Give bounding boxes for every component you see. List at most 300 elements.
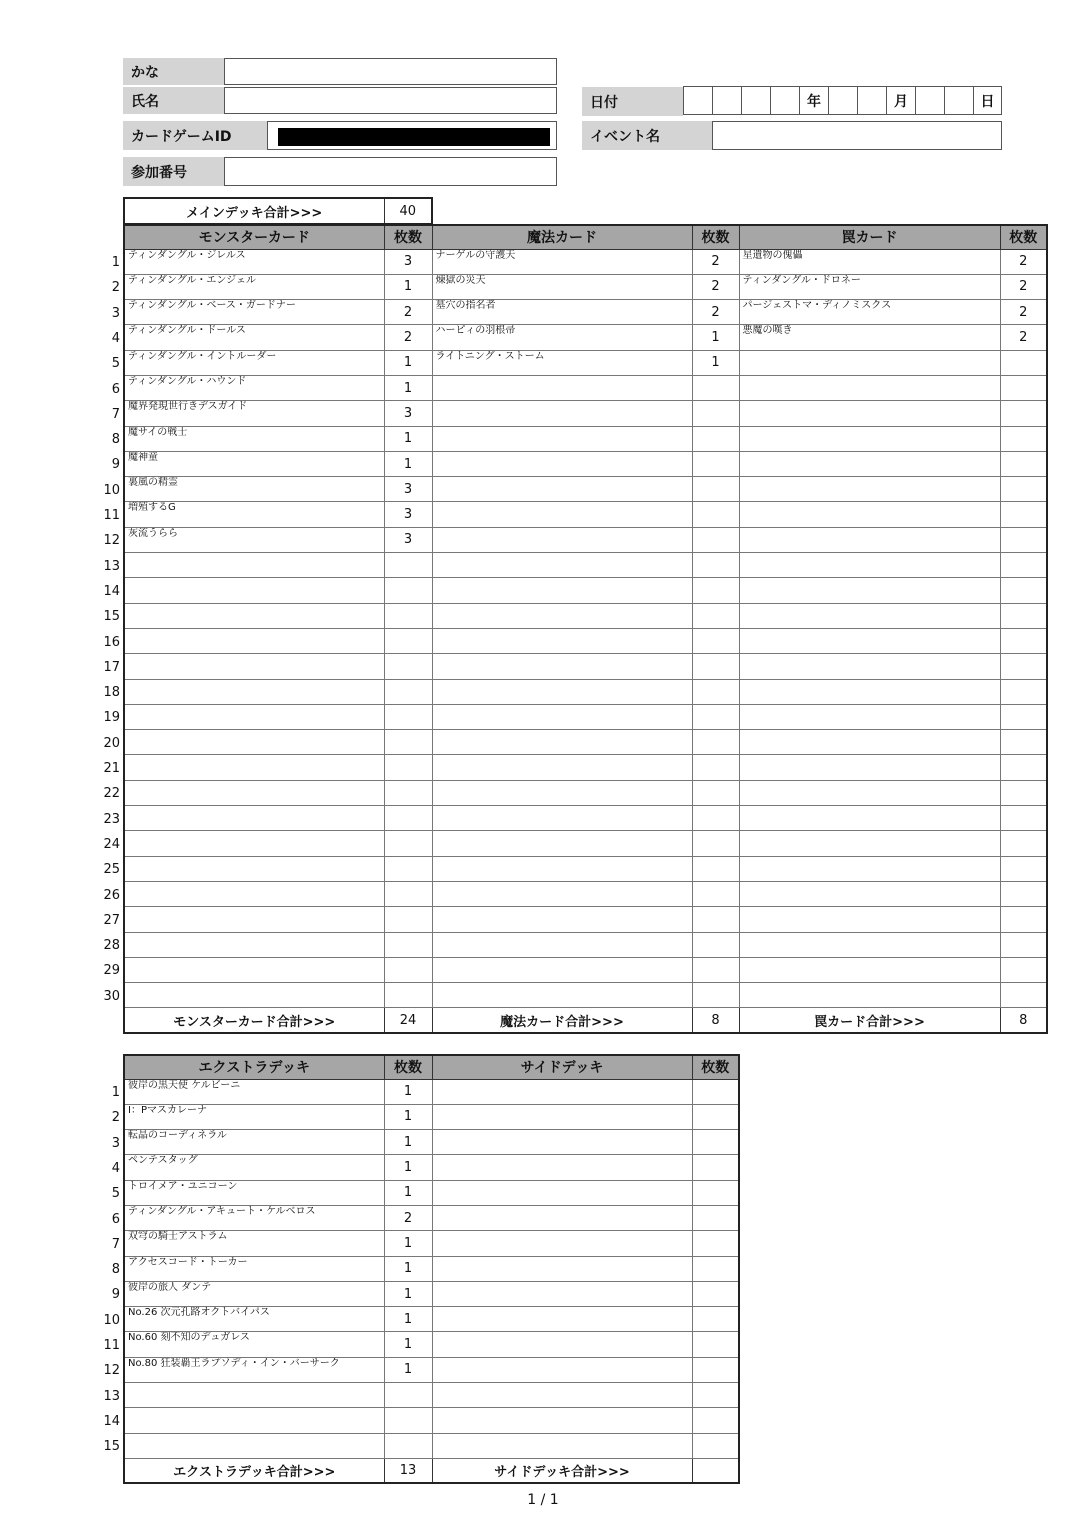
event-name-field[interactable] <box>712 121 1002 150</box>
monster-card-qty[interactable] <box>384 780 432 805</box>
table-row <box>124 1357 739 1382</box>
extra-card-name[interactable]: 転晶のコーディネラル <box>124 1130 384 1155</box>
trap-card-name[interactable]: ティンダングル・ドロネー <box>739 274 1000 299</box>
extra-card-name[interactable] <box>124 1408 384 1433</box>
trap-card-qty[interactable] <box>1000 350 1047 375</box>
spell-card-qty[interactable] <box>692 755 739 780</box>
spell-total-value: 8 <box>692 1008 739 1033</box>
side-card-name[interactable] <box>432 1357 692 1382</box>
table-row <box>124 1256 739 1281</box>
monster-card-qty[interactable] <box>384 983 432 1008</box>
monster-card-name[interactable]: ティンダングル・エンジェル <box>124 274 384 299</box>
row-number: 28 <box>103 938 120 954</box>
month-digit-box[interactable] <box>829 87 858 114</box>
spell-card-name[interactable] <box>432 502 692 527</box>
trap-card-name[interactable] <box>739 856 1000 881</box>
monster-card-name[interactable] <box>124 932 384 957</box>
monster-card-name[interactable]: 魔神童 <box>124 451 384 476</box>
row-number: 12 <box>103 1363 120 1379</box>
row-number: 22 <box>103 786 120 802</box>
trap-card-name[interactable] <box>739 502 1000 527</box>
trap-card-qty[interactable] <box>1000 983 1047 1008</box>
monster-card-qty[interactable] <box>384 957 432 982</box>
spell-card-name[interactable]: ハーピィの羽根帚 <box>432 325 692 350</box>
row-number: 14 <box>103 1413 120 1429</box>
spell-card-name[interactable] <box>432 451 692 476</box>
trap-card-qty[interactable]: 2 <box>1000 325 1047 350</box>
trap-card-name[interactable] <box>739 957 1000 982</box>
spell-card-qty[interactable] <box>692 957 739 982</box>
extra-card-qty[interactable]: 1 <box>384 1231 432 1256</box>
side-card-qty[interactable] <box>692 1231 739 1256</box>
extra-card-qty[interactable] <box>384 1433 432 1458</box>
side-card-qty[interactable] <box>692 1307 739 1332</box>
trap-card-name[interactable] <box>739 881 1000 906</box>
side-card-name[interactable] <box>432 1079 692 1104</box>
spell-card-qty[interactable]: 2 <box>692 300 739 325</box>
table-row <box>124 401 1047 426</box>
spell-card-name[interactable] <box>432 907 692 932</box>
page-number: 1 / 1 <box>527 1492 559 1508</box>
spell-card-name[interactable] <box>432 932 692 957</box>
spell-card-name[interactable] <box>432 679 692 704</box>
extra-card-name[interactable]: 彼岸の旅人 ダンテ <box>124 1281 384 1306</box>
spell-card-name[interactable] <box>432 856 692 881</box>
monster-card-name[interactable]: ティンダングル・イントルーダー <box>124 350 384 375</box>
table-row <box>124 780 1047 805</box>
trap-card-qty[interactable] <box>1000 907 1047 932</box>
trap-card-name[interactable] <box>739 932 1000 957</box>
trap-card-qty[interactable] <box>1000 806 1047 831</box>
trap-card-qty[interactable] <box>1000 730 1047 755</box>
spell-card-qty[interactable] <box>692 553 739 578</box>
monster-card-qty[interactable] <box>384 831 432 856</box>
side-card-name[interactable] <box>432 1231 692 1256</box>
year-digit-box[interactable] <box>684 87 713 114</box>
extra-card-qty[interactable]: 1 <box>384 1307 432 1332</box>
trap-card-qty[interactable] <box>1000 401 1047 426</box>
side-card-name[interactable] <box>432 1130 692 1155</box>
spell-card-name[interactable] <box>432 957 692 982</box>
row-number: 5 <box>111 1186 120 1202</box>
trap-card-qty[interactable] <box>1000 932 1047 957</box>
card-game-id-field[interactable] <box>267 121 557 150</box>
entry-number-label: 参加番号 <box>123 157 224 186</box>
trap-card-name[interactable] <box>739 654 1000 679</box>
monster-card-name[interactable] <box>124 603 384 628</box>
spell-card-name[interactable] <box>432 881 692 906</box>
table-row <box>124 274 1047 299</box>
monster-card-qty[interactable] <box>384 907 432 932</box>
trap-card-name[interactable] <box>739 806 1000 831</box>
side-card-name[interactable] <box>432 1433 692 1458</box>
row-number: 24 <box>103 836 120 852</box>
trap-card-name[interactable] <box>739 831 1000 856</box>
monster-total-label: モンスターカード合計>>> <box>124 1008 384 1033</box>
side-card-name[interactable] <box>432 1408 692 1433</box>
name-field[interactable] <box>224 87 557 114</box>
trap-card-name[interactable] <box>739 350 1000 375</box>
monster-card-name[interactable] <box>124 780 384 805</box>
monster-card-name[interactable] <box>124 881 384 906</box>
spell-card-name[interactable] <box>432 426 692 451</box>
monster-card-name[interactable] <box>124 907 384 932</box>
monster-card-name[interactable]: ティンダングル・ベース・ガードナー <box>124 300 384 325</box>
trap-card-qty[interactable]: 2 <box>1000 300 1047 325</box>
monster-card-qty[interactable] <box>384 932 432 957</box>
spell-card-name[interactable]: ライトニング・ストーム <box>432 350 692 375</box>
monster-card-qty[interactable]: 3 <box>384 249 432 274</box>
spell-card-name[interactable] <box>432 730 692 755</box>
trap-card-qty[interactable] <box>1000 654 1047 679</box>
extra-card-qty[interactable]: 1 <box>384 1256 432 1281</box>
monster-card-name[interactable] <box>124 806 384 831</box>
spell-card-qty[interactable]: 2 <box>692 274 739 299</box>
trap-card-qty[interactable] <box>1000 578 1047 603</box>
monster-card-qty[interactable]: 1 <box>384 451 432 476</box>
trap-card-qty[interactable] <box>1000 856 1047 881</box>
year-digit-box[interactable] <box>713 87 742 114</box>
monster-card-qty[interactable] <box>384 881 432 906</box>
spell-card-name[interactable] <box>432 375 692 400</box>
monster-card-qty[interactable] <box>384 679 432 704</box>
spell-card-qty[interactable] <box>692 856 739 881</box>
side-card-name[interactable] <box>432 1256 692 1281</box>
trap-card-name[interactable] <box>739 375 1000 400</box>
spell-card-qty[interactable] <box>692 375 739 400</box>
table-row <box>124 350 1047 375</box>
month-digit-box[interactable] <box>858 87 887 114</box>
trap-card-qty[interactable] <box>1000 881 1047 906</box>
trap-card-name[interactable] <box>739 679 1000 704</box>
spell-card-qty[interactable] <box>692 806 739 831</box>
spell-card-name[interactable] <box>432 553 692 578</box>
extra-card-qty[interactable]: 1 <box>384 1332 432 1357</box>
trap-card-qty[interactable]: 2 <box>1000 249 1047 274</box>
trap-card-name[interactable] <box>739 603 1000 628</box>
spell-card-qty[interactable] <box>692 679 739 704</box>
spell-card-name[interactable] <box>432 578 692 603</box>
trap-card-name[interactable]: 星遺物の傀儡 <box>739 249 1000 274</box>
spell-card-qty[interactable]: 1 <box>692 325 739 350</box>
side-card-qty[interactable] <box>692 1433 739 1458</box>
table-row <box>124 1079 739 1104</box>
extra-card-qty[interactable]: 1 <box>384 1079 432 1104</box>
monster-card-name[interactable] <box>124 957 384 982</box>
extra-card-qty[interactable]: 2 <box>384 1205 432 1230</box>
side-card-qty[interactable] <box>692 1281 739 1306</box>
extra-card-name[interactable]: No.80 狂装覇王ラプソディ・イン・バーサーク <box>124 1357 384 1382</box>
spell-card-qty[interactable] <box>692 502 739 527</box>
trap-card-qty[interactable] <box>1000 502 1047 527</box>
monster-card-name[interactable] <box>124 856 384 881</box>
side-card-qty[interactable] <box>692 1357 739 1382</box>
trap-card-name[interactable] <box>739 780 1000 805</box>
extra-card-name[interactable]: アクセスコード・トーカー <box>124 1256 384 1281</box>
extra-card-name[interactable]: トロイメア・ユニコーン <box>124 1180 384 1205</box>
extra-card-name[interactable]: No.60 刻不知のデュガレス <box>124 1332 384 1357</box>
trap-card-qty[interactable] <box>1000 755 1047 780</box>
monster-card-qty[interactable] <box>384 856 432 881</box>
spell-card-name[interactable]: 煉獄の災天 <box>432 274 692 299</box>
spell-card-qty[interactable] <box>692 907 739 932</box>
spell-card-qty[interactable]: 2 <box>692 249 739 274</box>
side-card-qty[interactable] <box>692 1383 739 1408</box>
trap-card-qty[interactable] <box>1000 679 1047 704</box>
extra-card-name[interactable]: No.26 次元孔路オクトバイパス <box>124 1307 384 1332</box>
year-digit-box[interactable] <box>771 87 800 114</box>
spell-card-name[interactable] <box>432 628 692 653</box>
monster-card-qty[interactable]: 3 <box>384 401 432 426</box>
spell-card-qty[interactable] <box>692 730 739 755</box>
monster-card-name[interactable]: 魔サイの戦士 <box>124 426 384 451</box>
monster-card-name[interactable]: ティンダングル・ドールス <box>124 325 384 350</box>
monster-card-name[interactable] <box>124 730 384 755</box>
monster-card-qty[interactable]: 1 <box>384 426 432 451</box>
spell-card-qty[interactable]: 1 <box>692 350 739 375</box>
spell-card-qty[interactable] <box>692 451 739 476</box>
trap-card-name[interactable] <box>739 628 1000 653</box>
monster-card-qty[interactable] <box>384 704 432 729</box>
side-card-qty[interactable] <box>692 1180 739 1205</box>
monster-card-name[interactable] <box>124 628 384 653</box>
spell-card-qty[interactable] <box>692 780 739 805</box>
side-card-qty[interactable] <box>692 1408 739 1433</box>
extra-card-qty[interactable]: 1 <box>384 1104 432 1129</box>
trap-card-qty[interactable] <box>1000 603 1047 628</box>
monster-card-name[interactable] <box>124 983 384 1008</box>
monster-card-qty[interactable]: 3 <box>384 527 432 552</box>
monster-card-name[interactable] <box>124 704 384 729</box>
row-number: 15 <box>103 1439 120 1455</box>
monster-card-name[interactable] <box>124 654 384 679</box>
trap-card-qty[interactable] <box>1000 375 1047 400</box>
trap-header: 罠カード <box>739 225 1000 249</box>
trap-card-name[interactable]: パージェストマ・ディノミスクス <box>739 300 1000 325</box>
spell-card-name[interactable] <box>432 527 692 552</box>
monster-card-qty[interactable] <box>384 628 432 653</box>
spell-card-name[interactable] <box>432 983 692 1008</box>
extra-card-qty[interactable]: 1 <box>384 1357 432 1382</box>
main-deck-table <box>123 224 1048 1034</box>
extra-card-name[interactable] <box>124 1383 384 1408</box>
extra-card-name[interactable] <box>124 1433 384 1458</box>
trap-card-name[interactable] <box>739 578 1000 603</box>
spell-card-qty[interactable] <box>692 603 739 628</box>
table-row <box>124 1205 739 1230</box>
monster-card-name[interactable] <box>124 553 384 578</box>
spell-card-qty[interactable] <box>692 578 739 603</box>
row-number: 19 <box>103 710 120 726</box>
side-card-qty[interactable] <box>692 1256 739 1281</box>
row-number: 27 <box>103 912 120 928</box>
extra-card-qty[interactable] <box>384 1383 432 1408</box>
extra-card-qty[interactable]: 1 <box>384 1130 432 1155</box>
year-digit-box[interactable] <box>742 87 771 114</box>
trap-card-name[interactable] <box>739 426 1000 451</box>
monster-card-qty[interactable]: 1 <box>384 350 432 375</box>
table-row <box>124 578 1047 603</box>
side-card-name[interactable] <box>432 1155 692 1180</box>
row-number: 10 <box>103 1312 120 1328</box>
side-card-qty[interactable] <box>692 1079 739 1104</box>
extra-card-name[interactable]: 双穹の騎士アストラム <box>124 1231 384 1256</box>
day-digit-box[interactable] <box>916 87 945 114</box>
monster-card-name[interactable]: 魔界発現世行きデスガイド <box>124 401 384 426</box>
side-card-name[interactable] <box>432 1307 692 1332</box>
row-number: 14 <box>103 583 120 599</box>
monster-card-name[interactable] <box>124 679 384 704</box>
table-row <box>124 628 1047 653</box>
spell-card-name[interactable] <box>432 477 692 502</box>
trap-card-qty[interactable] <box>1000 553 1047 578</box>
monster-total-value: 24 <box>384 1008 432 1033</box>
trap-card-qty[interactable] <box>1000 477 1047 502</box>
spell-card-name[interactable] <box>432 755 692 780</box>
monster-card-qty[interactable] <box>384 806 432 831</box>
side-card-name[interactable] <box>432 1104 692 1129</box>
monster-card-name[interactable]: ティンダングル・ジレルス <box>124 249 384 274</box>
extra-card-name[interactable]: ティンダングル・アキュート・ケルベロス <box>124 1205 384 1230</box>
monster-card-name[interactable] <box>124 755 384 780</box>
monster-card-name[interactable]: 増殖するG <box>124 502 384 527</box>
side-total-label: サイドデッキ合計>>> <box>432 1458 692 1483</box>
trap-card-name[interactable] <box>739 451 1000 476</box>
trap-card-qty[interactable]: 2 <box>1000 274 1047 299</box>
monster-card-qty[interactable] <box>384 553 432 578</box>
side-card-qty[interactable] <box>692 1205 739 1230</box>
spell-card-name[interactable] <box>432 806 692 831</box>
table-row <box>124 451 1047 476</box>
side-card-name[interactable] <box>432 1180 692 1205</box>
redaction-bar <box>278 128 550 146</box>
trap-card-name[interactable] <box>739 527 1000 552</box>
row-number: 16 <box>103 634 120 650</box>
trap-card-name[interactable] <box>739 401 1000 426</box>
trap-card-qty[interactable] <box>1000 628 1047 653</box>
spell-card-qty[interactable] <box>692 477 739 502</box>
entry-number-field[interactable] <box>224 157 557 186</box>
spell-card-name[interactable] <box>432 704 692 729</box>
extra-card-qty[interactable]: 1 <box>384 1281 432 1306</box>
trap-card-name[interactable]: 悪魔の嘆き <box>739 325 1000 350</box>
side-card-qty[interactable] <box>692 1130 739 1155</box>
trap-card-qty[interactable] <box>1000 780 1047 805</box>
trap-card-name[interactable] <box>739 704 1000 729</box>
extra-card-qty[interactable] <box>384 1408 432 1433</box>
monster-card-qty[interactable]: 1 <box>384 375 432 400</box>
monster-card-name[interactable]: 裏風の精霊 <box>124 477 384 502</box>
monster-card-name[interactable] <box>124 578 384 603</box>
extra-total-value: 13 <box>384 1458 432 1483</box>
spell-card-name[interactable] <box>432 401 692 426</box>
trap-card-qty[interactable] <box>1000 831 1047 856</box>
spell-card-qty[interactable] <box>692 654 739 679</box>
date-field[interactable] <box>683 86 1002 115</box>
side-header: サイドデッキ <box>432 1055 692 1079</box>
side-card-qty[interactable] <box>692 1155 739 1180</box>
trap-card-name[interactable] <box>739 730 1000 755</box>
monster-card-name[interactable]: ティンダングル・ハウンド <box>124 375 384 400</box>
side-card-name[interactable] <box>432 1281 692 1306</box>
trap-card-name[interactable] <box>739 907 1000 932</box>
row-number: 3 <box>111 1135 120 1151</box>
side-card-name[interactable] <box>432 1383 692 1408</box>
spell-card-name[interactable] <box>432 603 692 628</box>
trap-card-name[interactable] <box>739 755 1000 780</box>
table-row <box>124 1130 739 1155</box>
spell-card-qty[interactable] <box>692 628 739 653</box>
monster-card-name[interactable] <box>124 831 384 856</box>
spell-card-name[interactable] <box>432 780 692 805</box>
spell-card-qty[interactable] <box>692 983 739 1008</box>
trap-card-qty[interactable] <box>1000 704 1047 729</box>
extra-card-name[interactable]: ペンテスタッグ <box>124 1155 384 1180</box>
kana-field[interactable] <box>224 58 557 85</box>
side-card-qty[interactable] <box>692 1104 739 1129</box>
spell-card-name[interactable] <box>432 654 692 679</box>
day-digit-box[interactable] <box>945 87 974 114</box>
table-row <box>124 1383 739 1408</box>
trap-card-qty[interactable] <box>1000 957 1047 982</box>
row-number: 11 <box>103 1338 120 1353</box>
side-card-name[interactable] <box>432 1205 692 1230</box>
table-row <box>124 325 1047 350</box>
monster-card-qty[interactable] <box>384 603 432 628</box>
monster-card-qty[interactable] <box>384 730 432 755</box>
spell-card-qty[interactable] <box>692 527 739 552</box>
spell-card-name[interactable] <box>432 831 692 856</box>
spell-count-header: 枚数 <box>692 225 739 249</box>
card-game-id-label: カードゲームID <box>123 121 267 150</box>
extra-card-qty[interactable]: 1 <box>384 1155 432 1180</box>
monster-card-qty[interactable]: 3 <box>384 502 432 527</box>
monster-card-qty[interactable]: 2 <box>384 325 432 350</box>
spell-card-qty[interactable] <box>692 932 739 957</box>
spell-card-name[interactable]: ナーゲルの守護天 <box>432 249 692 274</box>
spell-card-qty[interactable] <box>692 704 739 729</box>
trap-card-qty[interactable] <box>1000 527 1047 552</box>
row-number: 1 <box>111 1085 120 1100</box>
trap-card-qty[interactable] <box>1000 451 1047 476</box>
spell-card-qty[interactable] <box>692 831 739 856</box>
trap-card-name[interactable] <box>739 477 1000 502</box>
extra-card-name[interactable]: 彼岸の黒天使 ケルビーニ <box>124 1079 384 1104</box>
extra-card-qty[interactable]: 1 <box>384 1180 432 1205</box>
spell-card-name[interactable]: 墓穴の指名者 <box>432 300 692 325</box>
spell-card-qty[interactable] <box>692 881 739 906</box>
monster-card-qty[interactable]: 2 <box>384 300 432 325</box>
table-row <box>124 932 1047 957</box>
row-number: 2 <box>111 1110 120 1126</box>
trap-card-name[interactable] <box>739 553 1000 578</box>
extra-card-name[interactable]: I：Pマスカレーナ <box>124 1104 384 1129</box>
monster-card-qty[interactable] <box>384 654 432 679</box>
monster-card-name[interactable]: 灰流うらら <box>124 527 384 552</box>
monster-card-qty[interactable] <box>384 578 432 603</box>
spell-card-qty[interactable] <box>692 426 739 451</box>
extra-total-label: エクストラデッキ合計>>> <box>124 1458 384 1483</box>
side-card-name[interactable] <box>432 1332 692 1357</box>
monster-card-qty[interactable]: 1 <box>384 274 432 299</box>
side-card-qty[interactable] <box>692 1332 739 1357</box>
trap-card-qty[interactable] <box>1000 426 1047 451</box>
monster-card-qty[interactable]: 3 <box>384 477 432 502</box>
trap-card-name[interactable] <box>739 983 1000 1008</box>
monster-card-qty[interactable] <box>384 755 432 780</box>
table-row <box>124 553 1047 578</box>
spell-card-qty[interactable] <box>692 401 739 426</box>
